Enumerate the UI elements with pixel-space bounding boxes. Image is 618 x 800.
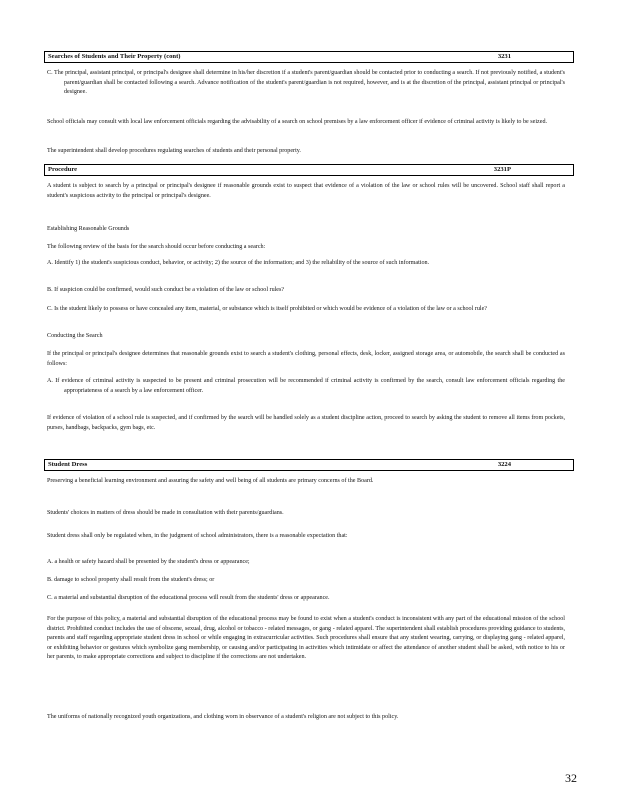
section-header-student-dress: [44, 459, 574, 471]
list-item: A. a health or safety hazard shall be presented by the student's dress or appearance;: [47, 559, 250, 565]
list-item: C. Is the student likely to possess or have concealed any item, material, or substance which is itself prohibited or which would be evidence of a violation of the law or a school rule?: [47, 306, 487, 312]
section-header-procedure: [44, 164, 574, 176]
list-item: A. If evidence of criminal activity is suspected to be present and criminal prosecution will be recommended if criminal activity is confirmed by the search, consult law enforcement officials regarding the appropriateness of a search by a law enforcement officer.: [47, 378, 565, 394]
section-title: Procedure: [48, 166, 78, 173]
paragraph: If the principal or principal's designee determines that reasonable grounds exist to search a student's clothing, personal effects, desk, locker, assigned storage area, or automobile, the search shall be conducted as follows:: [47, 351, 565, 367]
subheading: Establishing Reasonable Grounds: [47, 226, 130, 232]
policy-code: 3231: [497, 53, 511, 60]
section-title: Student Dress: [48, 461, 88, 468]
paragraph: School officials may consult with local law enforcement officials regarding the advisability of a search on school premises by a law enforcement officer if evidence of criminal activity is likely to be seized.: [47, 119, 548, 125]
paragraph: Students' choices in matters of dress should be made in consultation with their parents/guardians.: [47, 510, 284, 516]
list-item: B. damage to school property shall result from the student's dress; or: [47, 577, 215, 583]
list-item: A. Identify 1) the student's suspicious conduct, behavior, or activity; 2) the source of the information; and 3) the reliability of the source of such information.: [47, 260, 430, 266]
policy-code: 3231P: [493, 166, 511, 173]
paragraph: The superintendent shall develop procedures regulating searches of students and their personal property.: [47, 148, 301, 154]
paragraph: Preserving a beneficial learning environment and assuring the safety and well being of all students are primary concerns of the Board.: [47, 478, 374, 484]
subheading: Conducting the Search: [47, 333, 103, 339]
paragraph: The following review of the basis for the search should occur before conducting a search:: [47, 244, 266, 250]
section-header-searches: [44, 51, 574, 63]
paragraph: Student dress shall only be regulated when, in the judgment of school administrators, there is a reasonable expectation that:: [47, 533, 348, 539]
paragraph: If evidence of violation of a school rule is suspected, and if confirmed by the search will be handled solely as a student discipline action, proceed to search by asking the student to remove all items from pockets, purses, handbags, backpacks, gym bags, etc.: [47, 415, 565, 431]
page-number: 32: [565, 771, 577, 785]
section-title: Searches of Students and Their Property (cont): [48, 53, 181, 60]
paragraph: A student is subject to search by a principal or principal's designee if reasonable grounds exist to suspect that evidence of a violation of the law or school rules will be uncovered. School staff shall report a student's suspicious activity to the principal or principal's designee.: [47, 183, 565, 199]
list-item: B. If suspicion could be confirmed, would such conduct be a violation of the law or school rules?: [47, 287, 285, 293]
policy-code: 3224: [497, 461, 511, 468]
paragraph: For the purpose of this policy, a material and substantial disruption of the educational process may be found to exist when a student's conduct is inconsistent with any part of the educational mission of the school district. Prohibited conduct includes the use of obscene, sexual, drug, alcohol or tobacco - related messages, or gang - related apparel. The superintendent shall establish procedures providing guidance to students, parents and staff regarding appropriate student dress in school or while engaging in extracurricular activities. Such procedures shall ensure that any student wearing, carrying, or displaying gang - related apparel, or exhibiting behavior or gestures which symbolize gang membership, or causing and/or participating in activities which intimidate or affect the attendance of another student shall be asked, with notice to his or her parents, to make appropriate corrections and subject to discipline if the corrections are not undertaken.: [47, 616, 565, 661]
list-item: C. a material and substantial disruption of the educational process will result from the students' dress or appearance.: [47, 595, 330, 601]
paragraph: C. The principal, assistant principal, or principal's designee shall determine in his/her discretion if a student's parent/guardian should be contacted prior to conducting a search. If not previously notified, a student's parent/guardian shall be contacted following a search. Advance notification of the student's parent/guardian is not required, however, and is at the discretion of the principal, assistant principal or principal's designee.: [47, 70, 565, 96]
paragraph: The uniforms of nationally recognized youth organizations, and clothing worn in observance of a student's religion are not subject to this policy.: [47, 714, 399, 720]
